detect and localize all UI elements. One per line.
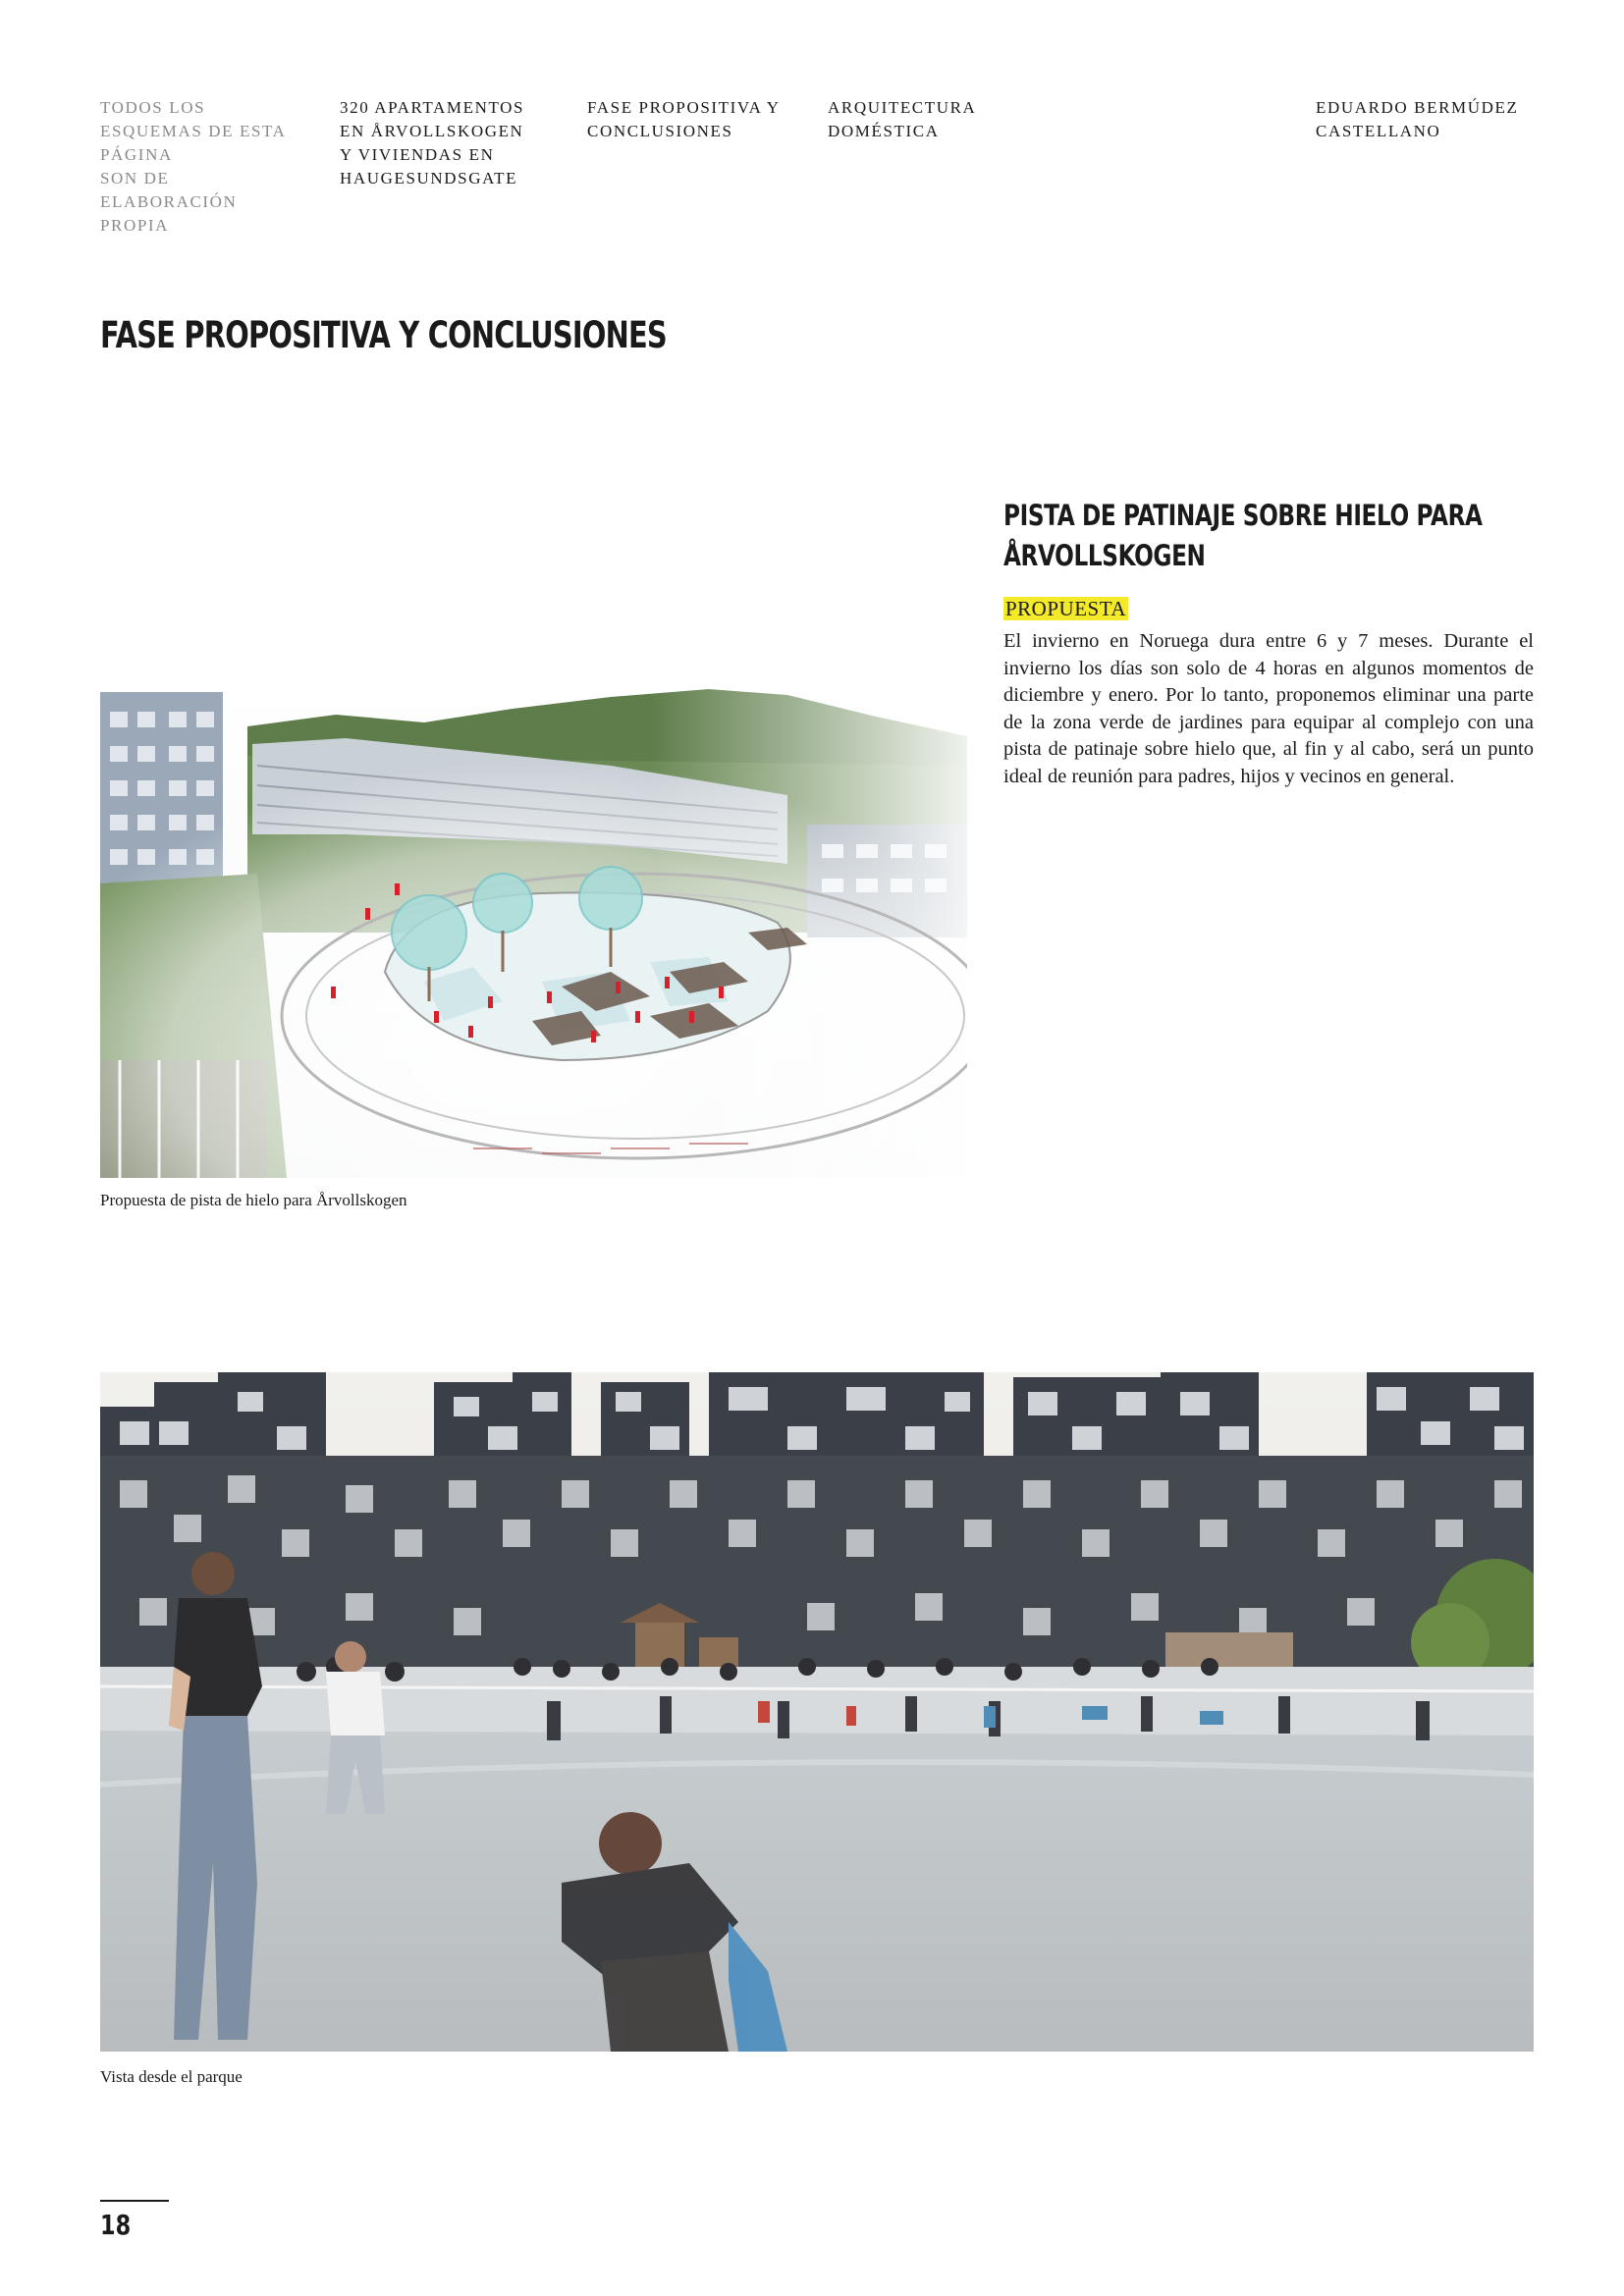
proposal-render-caption: Propuesta de pista de hielo para Årvollskogen [100,1191,407,1209]
header-author-line: EDUARDO BERMÚDEZ [1316,98,1519,117]
header-note-line: ESQUEMAS DE ESTA [100,122,287,140]
header-project-line: EN ÅRVOLLSKOGEN [340,122,524,140]
header-project [340,96,524,190]
section-title-line: ÅRVOLLSKOGEN [1003,539,1206,572]
header-subject-line: ARQUITECTURA [828,98,977,117]
header-subject-line: DOMÉSTICA [828,122,940,140]
header-note [100,96,287,238]
header-author-line: CASTELLANO [1316,122,1441,140]
header-note-line: PROPIA [100,216,170,235]
park-view-image [100,1372,1534,2052]
header-chapter-line: CONCLUSIONES [587,122,733,140]
page-number-rule [100,2200,169,2202]
section-title-line: PISTA DE PATINAJE SOBRE HIELO PARA [1003,499,1483,532]
header-project-line: HAUGESUNDSGATE [340,169,518,187]
proposal-render-image [100,687,967,1178]
header-subject [828,96,976,143]
page-title: FASE PROPOSITIVA Y CONCLUSIONES [100,314,667,356]
header-note-line: ELABORACIÓN [100,192,238,211]
header-note-line: PÁGINA [100,145,173,164]
header-project-line: Y VIVIENDAS EN [340,145,495,164]
section-title [1003,496,1483,576]
header-chapter [587,96,781,143]
header-note-line: SON DE [100,169,170,187]
header-author [1316,96,1518,143]
header-project-line: 320 APARTAMENTOS [340,98,525,117]
proposal-tag: PROPUESTA [1005,597,1127,620]
header-chapter-line: FASE PROPOSITIVA Y [587,98,781,117]
park-view-caption: Vista desde el parque [100,2067,243,2086]
header-note-line: TODOS LOS [100,98,206,117]
section-body: El invierno en Noruega dura entre 6 y 7 meses. Durante el invierno los días son solo de 4 horas en algunos momentos de diciembre y enero. Por lo tanto, proponemos eliminar una parte de la zona verde de jardines para equipar al complejo con una pista de patinaje sobre hielo que, al fin y al cabo, será un punto ideal de reunión para padres, hijos y vecinos en general. [1003,630,1534,787]
page-number: 18 [100,2209,132,2241]
